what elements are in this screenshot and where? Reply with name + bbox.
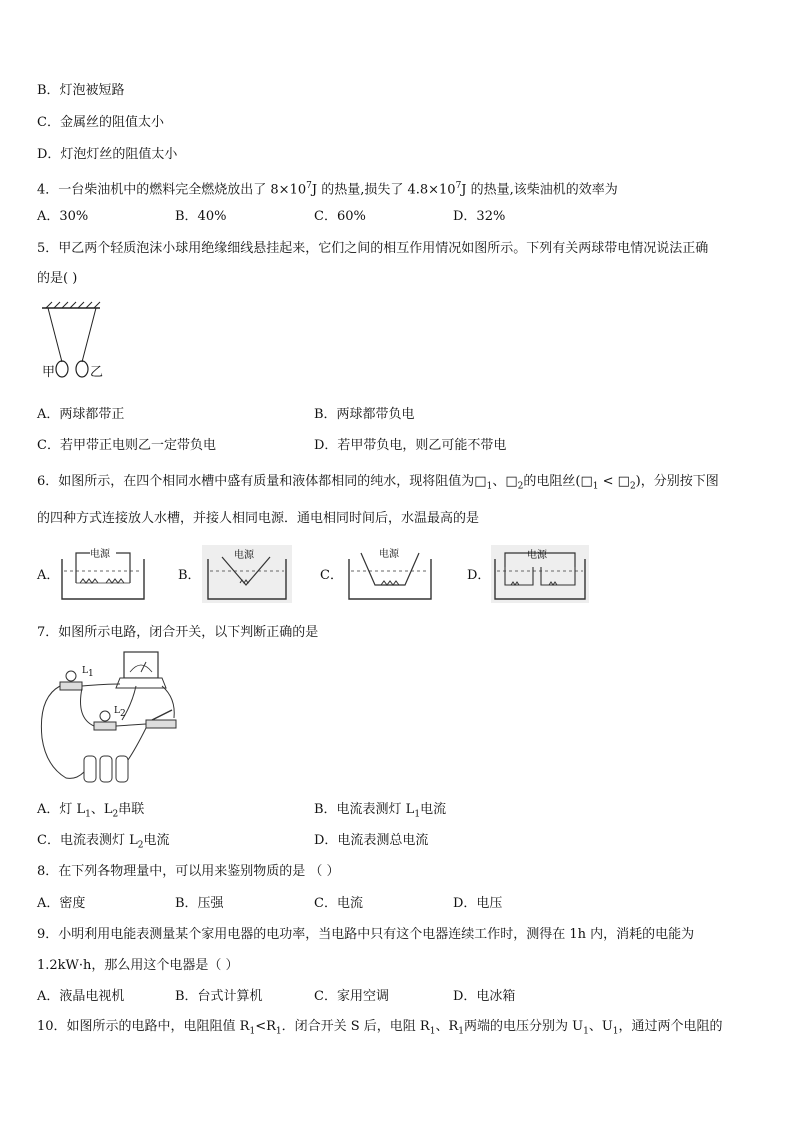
q8-option-b: B．压强 bbox=[175, 896, 224, 911]
q7-option-c: C．电流表测灯 $L_2$电流 bbox=[37, 833, 170, 851]
q5-option-b: B．两球都带负电 bbox=[314, 407, 415, 422]
q5-option-a: A．两球都带正 bbox=[37, 407, 125, 422]
q9-option-d: D．电冰箱 bbox=[453, 989, 516, 1004]
q4-stem: 4．一台柴油机中的燃料完全燃烧放出了 $8\times 10^7J$ 的热量,损失了 $4.8\times 10^7J$ 的热量,该柴油机的效率为 bbox=[37, 181, 618, 198]
q8-option-c: C．电流 bbox=[314, 896, 363, 911]
q6-stem-line1: 6．如图所示，在四个相同水槽中盛有质量和液体都相同的纯水，现将阻值为$□_1$、$□_2$的电阻丝($□_1$ < $□_2$)，分别按下图 bbox=[37, 474, 719, 492]
q4-option-a: A．30% bbox=[37, 209, 89, 224]
q7-option-d: D．电流表测总电流 bbox=[314, 833, 429, 848]
q4-option-c: C．60% bbox=[314, 209, 366, 224]
q4-option-d: D．32% bbox=[453, 209, 506, 224]
q9-option-b: B．台式计算机 bbox=[175, 989, 263, 1004]
q8-stem: 8．在下列各物理量中，可以用来鉴别物质的是 （ ） bbox=[37, 864, 340, 879]
q9-option-a: A．液晶电视机 bbox=[37, 989, 125, 1004]
q6-stem-line2: 的四种方式连接放人水槽，并接人相同电源．通电相同时间后，水温最高的是 bbox=[37, 511, 480, 526]
q7-option-a: A．灯 $L_1$、$L_2$串联 bbox=[37, 802, 145, 820]
q5-stem-line2: 的是( ) bbox=[37, 271, 78, 286]
q10-stem: 10．如图所示的电路中，电阻阻值 $R_1<R_1$．闭合开关 S 后，电阻 $R_1$、$R_1$两端的电压分别为 $U_1$、$U_1$，通过两个电阻的 bbox=[37, 1019, 723, 1037]
label-jia: 甲 bbox=[42, 365, 56, 380]
q3-option-b: B．灯泡被短路 bbox=[37, 83, 125, 98]
q5-option-c: C．若甲带正电则乙一定带负电 bbox=[37, 438, 216, 453]
q6-label-a: A． bbox=[37, 568, 60, 583]
q4-option-b: B．40% bbox=[175, 209, 227, 224]
q3-option-c: C．金属丝的阻值太小 bbox=[37, 115, 164, 130]
q6-figure-c: 电源 bbox=[345, 545, 435, 603]
q5-option-d: D．若甲带负电，则乙可能不带电 bbox=[314, 438, 507, 453]
q7-stem: 7．如图所示电路，闭合开关，以下判断正确的是 bbox=[37, 625, 319, 640]
q6-label-c: C． bbox=[320, 568, 343, 583]
q5-hanging-balls-figure bbox=[36, 300, 108, 384]
q9-stem-line2: 1.2kW·h，那么用这个电器是（ ） bbox=[37, 958, 239, 973]
q7-option-b: B．电流表测灯 $L_1$电流 bbox=[314, 802, 447, 820]
q9-option-c: C．家用空调 bbox=[314, 989, 389, 1004]
q6-figure-d: 电源 bbox=[491, 545, 589, 603]
q8-option-d: D．电压 bbox=[453, 896, 503, 911]
q7-circuit-figure: $L_1$ $L_2$ bbox=[36, 648, 186, 786]
q6-figure-a: 电源 bbox=[58, 545, 148, 603]
label-yi: 乙 bbox=[90, 365, 104, 380]
q6-label-b: B． bbox=[178, 568, 201, 583]
q8-option-a: A．密度 bbox=[37, 896, 86, 911]
q6-label-d: D． bbox=[467, 568, 491, 583]
q5-stem-line1: 5．甲乙两个轻质泡沫小球用绝缘细线悬挂起来，它们之间的相互作用情况如图所示。下列有关两球带电情况说法正确 bbox=[37, 241, 709, 256]
q9-stem-line1: 9．小明利用电能表测量某个家用电器的电功率，当电路中只有这个电器连续工作时，测得在 1h 内，消耗的电能为 bbox=[37, 927, 695, 942]
q6-figure-b: 电源 bbox=[202, 545, 292, 603]
q3-option-d: D．灯泡灯丝的阻值太小 bbox=[37, 147, 178, 162]
